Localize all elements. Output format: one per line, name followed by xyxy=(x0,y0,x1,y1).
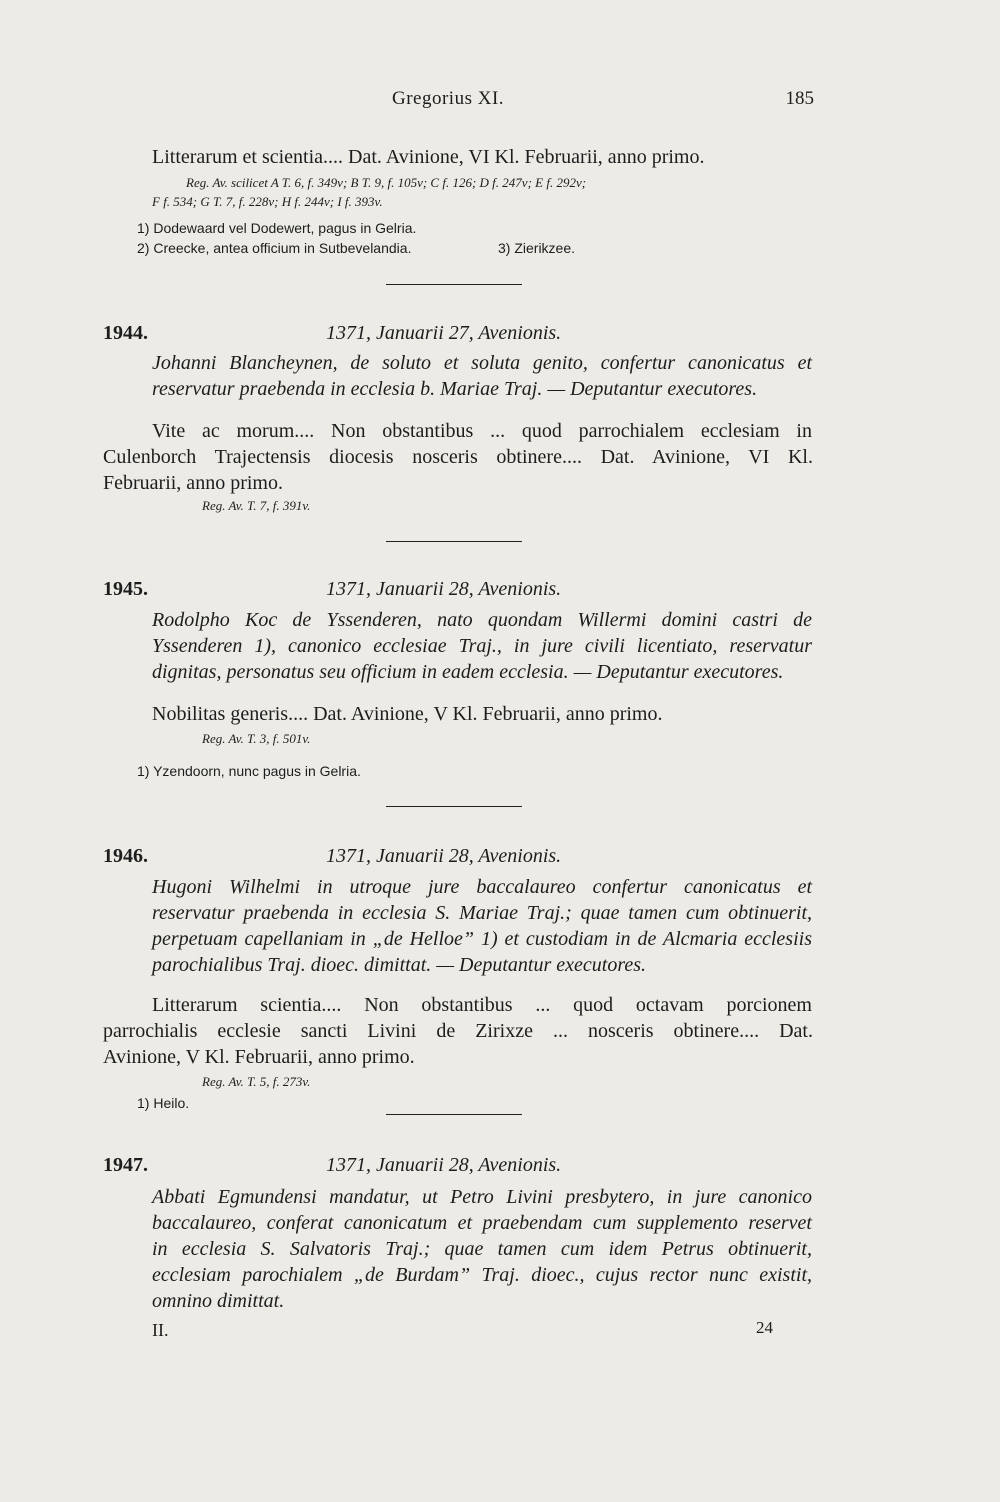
entry-summary: Rodolpho Koc de Yssenderen, nato quondam Willermi domini castri de xyxy=(152,609,812,631)
entry-date: 1371, Januarii 28, Avenionis. xyxy=(326,1154,562,1176)
entry-summary: ecclesiam parochialem „de Burdam” Traj. dioec., cujus rector nunc existit, xyxy=(152,1264,812,1286)
entry-summary: Johanni Blancheynen, de soluto et soluta genito, confertur canonicatus et xyxy=(152,352,812,374)
entry-text: Culenborch Trajectensis diocesis nosceris obtinere.... Dat. Avinione, VI Kl. xyxy=(103,446,813,468)
footnote: 3) Zierikzee. xyxy=(498,240,576,256)
entry-number: 1944. xyxy=(103,322,148,344)
register-reference: Reg. Av. T. 5, f. 273v. xyxy=(202,1074,311,1089)
register-reference: Reg. Av. T. 3, f. 501v. xyxy=(202,731,311,746)
entry-summary: Hugoni Wilhelmi in utroque jure baccalaureo confertur canonicatus et xyxy=(152,876,812,898)
entry-number: 1946. xyxy=(103,845,148,867)
footnote: 1) Yzendoorn, nunc pagus in Gelria. xyxy=(137,763,361,779)
entry-number: 1945. xyxy=(103,578,148,600)
running-header xyxy=(0,88,1000,114)
entry-text: Februarii, anno primo. xyxy=(103,472,283,494)
register-reference: Reg. Av. scilicet A T. 6, f. 349v; B T. 9, f. 105v; C f. 126; D f. 247v; E f. 292v; xyxy=(186,175,587,190)
entry-summary: reservatur praebenda in ecclesia S. Mariae Traj.; quae tamen cum obtinuerit, xyxy=(152,902,812,924)
entry-text: Avinione, V Kl. Februarii, anno primo. xyxy=(103,1046,415,1068)
entry-summary: perpetuam capellaniam in „de Helloe” 1) et custodiam in de Alcmaria ecclesiis xyxy=(152,928,812,950)
entry-text: Nobilitas generis.... Dat. Avinione, V Kl. Februarii, anno primo. xyxy=(152,703,663,725)
entry-summary: dignitas, personatus seu officium in eadem ecclesia. — Deputantur executores. xyxy=(152,661,784,683)
separator-rule xyxy=(386,1114,522,1115)
entry-date: 1371, Januarii 27, Avenionis. xyxy=(326,322,562,344)
footnote: 1) Dodewaard vel Dodewert, pagus in Gelria. xyxy=(137,220,417,236)
sheet-number: 24 xyxy=(756,1318,773,1337)
entry-text: Vite ac morum.... Non obstantibus ... quod parrochialem ecclesiam in xyxy=(152,420,812,442)
entry-number: 1947. xyxy=(103,1154,148,1176)
signature-mark: II. xyxy=(152,1320,169,1340)
register-reference: Reg. Av. T. 7, f. 391v. xyxy=(202,498,311,513)
entry-summary: baccalaureo, conferat canonicatum et praebendam cum supplemento reservet xyxy=(152,1212,812,1234)
entry-text: parrochialis ecclesie sancti Livini de Zirixze ... nosceris obtinere.... Dat. xyxy=(103,1020,813,1042)
entry-date: 1371, Januarii 28, Avenionis. xyxy=(326,578,562,600)
footnote: 1) Heilo. xyxy=(137,1095,190,1111)
separator-rule xyxy=(386,806,522,807)
entry-text: Litterarum scientia.... Non obstantibus ... quod octavam porcionem xyxy=(152,994,812,1016)
entry-summary: in ecclesia S. Salvatoris Traj.; quae tamen cum idem Petrus obtinuerit, xyxy=(152,1238,812,1260)
footnote: 2) Creecke, antea officium in Sutbevelandia. xyxy=(137,240,412,256)
page-number: 185 xyxy=(785,88,814,109)
entry-summary: Yssenderen 1), canonico ecclesiae Traj., in jure civili licentiato, reservatur xyxy=(152,635,812,657)
entry-date: 1371, Januarii 28, Avenionis. xyxy=(326,845,562,867)
separator-rule xyxy=(386,541,522,542)
running-title: Gregorius XI. xyxy=(392,88,505,109)
entry-summary: omnino dimittat. xyxy=(152,1290,285,1312)
separator-rule xyxy=(386,284,522,285)
entry-summary: Abbati Egmundensi mandatur, ut Petro Livini presbytero, in jure canonico xyxy=(152,1186,812,1208)
entry-summary: parochialibus Traj. dioec. dimittat. — Deputantur executores. xyxy=(152,954,647,976)
closing-text: Litterarum et scientia.... Dat. Avinione, VI Kl. Februarii, anno primo. xyxy=(152,146,705,168)
register-reference: F f. 534; G T. 7, f. 228v; H f. 244v; I f. 393v. xyxy=(152,194,383,209)
entry-summary: reservatur praebenda in ecclesia b. Mariae Traj. — Deputantur executores. xyxy=(152,378,758,400)
